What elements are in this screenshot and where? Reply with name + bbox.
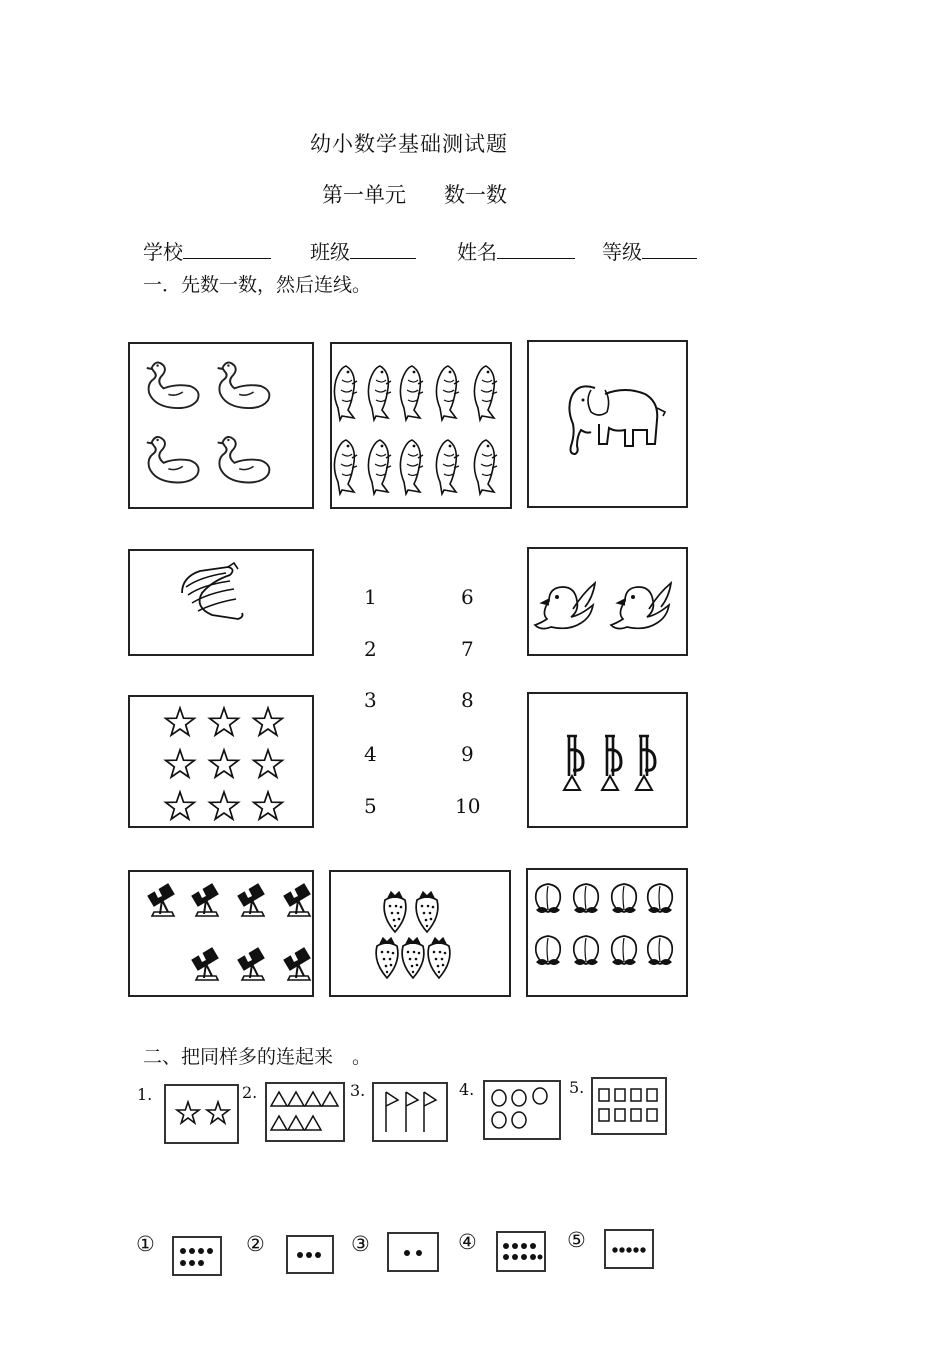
dot <box>297 1252 303 1258</box>
fish-icon <box>334 366 357 420</box>
bottom-label-4: ④ <box>458 1230 477 1254</box>
number-5[interactable]: 5 <box>364 794 377 818</box>
dot <box>198 1248 204 1254</box>
strawberry-group <box>331 872 509 995</box>
fish-group <box>332 344 510 507</box>
dot <box>315 1252 321 1258</box>
fish-icon <box>436 366 459 420</box>
peach-icon <box>574 936 599 965</box>
dot <box>633 1247 638 1252</box>
star-icon <box>210 750 239 777</box>
number-9[interactable]: 9 <box>461 742 474 766</box>
strawberry-icon <box>376 938 398 978</box>
peach-icon <box>612 884 637 913</box>
number-2[interactable]: 2 <box>364 637 377 661</box>
telescope-group <box>130 872 312 995</box>
square-icon <box>631 1089 641 1101</box>
strawberry-icon <box>416 892 438 932</box>
star-group <box>130 697 312 826</box>
trumpet-icon <box>602 736 621 790</box>
peach-icon <box>612 936 637 965</box>
section2-heading: 二、把同样多的连起来 。 <box>143 1046 372 1068</box>
square-icon <box>599 1109 609 1121</box>
unit-label: 第一单元 <box>322 183 406 207</box>
telescope-icon <box>148 884 174 916</box>
name-field[interactable]: 姓名 <box>457 236 575 265</box>
top-label-1: 1. <box>137 1085 153 1104</box>
triangle-icon <box>322 1092 338 1106</box>
duck-icon <box>218 363 270 409</box>
trumpet-group <box>529 694 686 826</box>
telescope-icon <box>238 884 264 916</box>
bottom-label-2: ② <box>246 1232 265 1256</box>
star-icon <box>207 1102 229 1123</box>
dot-box-1[interactable] <box>172 1236 222 1276</box>
bird-box[interactable] <box>527 547 688 656</box>
fish-box[interactable] <box>330 342 512 509</box>
dot <box>180 1248 186 1254</box>
bottom-label-3: ③ <box>351 1232 370 1256</box>
fish-icon <box>400 366 423 420</box>
strawberry-icon <box>384 892 406 932</box>
star-icon <box>166 792 195 819</box>
square-icon <box>599 1089 609 1101</box>
class-field[interactable]: 班级 <box>310 236 416 265</box>
name-blank[interactable] <box>497 238 575 259</box>
dot <box>180 1260 186 1266</box>
top-item-5[interactable] <box>591 1077 667 1135</box>
dot-box-2[interactable] <box>286 1235 334 1274</box>
star-icon <box>210 792 239 819</box>
trumpet-icon <box>636 736 655 790</box>
dot <box>530 1254 536 1260</box>
number-3[interactable]: 3 <box>364 688 377 712</box>
dot <box>640 1247 645 1252</box>
dot <box>521 1243 527 1249</box>
square-icon <box>615 1089 625 1101</box>
telescope-icon <box>284 948 310 980</box>
top-label-2: 2. <box>242 1083 258 1102</box>
strawberry-box[interactable] <box>329 870 511 997</box>
fish-icon <box>400 440 423 494</box>
top-label-4: 4. <box>459 1080 475 1099</box>
number-7[interactable]: 7 <box>461 637 474 661</box>
star-icon <box>254 750 283 777</box>
star-icon <box>166 750 195 777</box>
dot <box>306 1252 312 1258</box>
dot <box>207 1248 213 1254</box>
banana-group <box>130 551 312 654</box>
strawberry-icon <box>402 938 424 978</box>
telescope-box[interactable] <box>128 870 314 997</box>
circle-icon <box>492 1112 506 1128</box>
dot-box-5[interactable] <box>604 1229 654 1269</box>
topic-label: 数一数 <box>444 183 507 207</box>
number-8[interactable]: 8 <box>461 688 474 712</box>
dot <box>189 1260 195 1266</box>
triangle-icon <box>271 1092 287 1106</box>
dot-box-4[interactable] <box>496 1231 546 1272</box>
bird-icon <box>535 583 595 629</box>
dot-box-3[interactable] <box>387 1232 439 1272</box>
circle-icon <box>533 1088 547 1104</box>
dot <box>626 1247 631 1252</box>
circle-icon <box>512 1090 526 1106</box>
telescope-icon <box>238 948 264 980</box>
dot <box>538 1255 543 1260</box>
telescope-icon <box>192 948 218 980</box>
flag-icon <box>424 1092 436 1132</box>
square-icon <box>647 1089 657 1101</box>
number-10[interactable]: 10 <box>455 794 481 818</box>
dot <box>404 1250 410 1256</box>
dot <box>198 1260 204 1266</box>
number-1[interactable]: 1 <box>364 585 377 609</box>
dot <box>503 1254 509 1260</box>
dot <box>512 1254 518 1260</box>
dot <box>512 1243 518 1249</box>
fish-icon <box>474 440 497 494</box>
peach-group <box>528 870 686 995</box>
section1-heading: 一．先数一数，然后连线。 <box>143 274 372 296</box>
square-icon <box>647 1109 657 1121</box>
page-subtitle <box>322 179 507 209</box>
duck-box[interactable] <box>128 342 314 509</box>
bird-icon <box>611 583 671 629</box>
flag-icon <box>406 1092 418 1132</box>
peach-icon <box>648 936 673 965</box>
elephant-group <box>529 342 686 506</box>
elephant-box[interactable] <box>527 340 688 508</box>
duck-group <box>130 344 312 507</box>
number-4[interactable]: 4 <box>364 742 377 766</box>
peach-icon <box>536 936 561 965</box>
top-item-2[interactable] <box>265 1082 345 1142</box>
circle-icon <box>492 1090 506 1106</box>
school-blank[interactable] <box>183 238 271 259</box>
star-icon <box>254 792 283 819</box>
duck-icon <box>147 363 199 409</box>
triangle-icon <box>288 1116 304 1130</box>
triangle-icon <box>305 1116 321 1130</box>
dot <box>503 1243 509 1249</box>
top-item-3[interactable] <box>372 1082 448 1142</box>
top-item-1[interactable] <box>164 1084 239 1144</box>
trumpet-box[interactable] <box>527 692 688 828</box>
dot <box>521 1254 527 1260</box>
bird-group <box>529 549 686 654</box>
trumpet-icon <box>564 736 583 790</box>
bottom-label-5: ⑤ <box>567 1228 586 1252</box>
telescope-icon <box>192 884 218 916</box>
fish-icon <box>368 366 391 420</box>
star-icon <box>254 708 283 735</box>
star-icon <box>166 708 195 735</box>
dot <box>619 1247 624 1252</box>
fish-icon <box>474 366 497 420</box>
banana-icon <box>182 563 243 619</box>
strawberry-icon <box>428 938 450 978</box>
page-title: 幼小数学基础测试题 <box>310 132 508 156</box>
top-label-5: 5. <box>569 1078 585 1097</box>
grade-blank[interactable] <box>642 238 697 259</box>
fish-icon <box>334 440 357 494</box>
triangle-icon <box>288 1092 304 1106</box>
bottom-label-1: ① <box>136 1232 155 1256</box>
number-6[interactable]: 6 <box>461 585 474 609</box>
star-icon <box>177 1102 199 1123</box>
class-blank[interactable] <box>350 238 416 259</box>
triangle-icon <box>305 1092 321 1106</box>
star-box[interactable] <box>128 695 314 828</box>
peach-icon <box>648 884 673 913</box>
dot <box>530 1243 536 1249</box>
fish-icon <box>368 440 391 494</box>
dot <box>189 1248 195 1254</box>
peach-icon <box>574 884 599 913</box>
duck-icon <box>218 437 270 483</box>
fish-icon <box>436 440 459 494</box>
top-label-3: 3. <box>350 1081 366 1100</box>
top-item-4[interactable] <box>483 1080 561 1140</box>
dot <box>612 1247 617 1252</box>
school-field[interactable]: 学校 <box>143 236 271 265</box>
duck-icon <box>147 437 199 483</box>
square-icon <box>631 1109 641 1121</box>
peach-icon <box>536 884 561 913</box>
circle-icon <box>512 1112 526 1128</box>
banana-box[interactable] <box>128 549 314 656</box>
square-icon <box>615 1109 625 1121</box>
peach-box[interactable] <box>526 868 688 997</box>
dot <box>416 1250 422 1256</box>
triangle-icon <box>271 1116 287 1130</box>
flag-icon <box>386 1092 398 1132</box>
star-icon <box>210 708 239 735</box>
grade-field[interactable]: 等级 <box>602 236 697 265</box>
elephant-icon <box>569 386 665 454</box>
telescope-icon <box>284 884 310 916</box>
